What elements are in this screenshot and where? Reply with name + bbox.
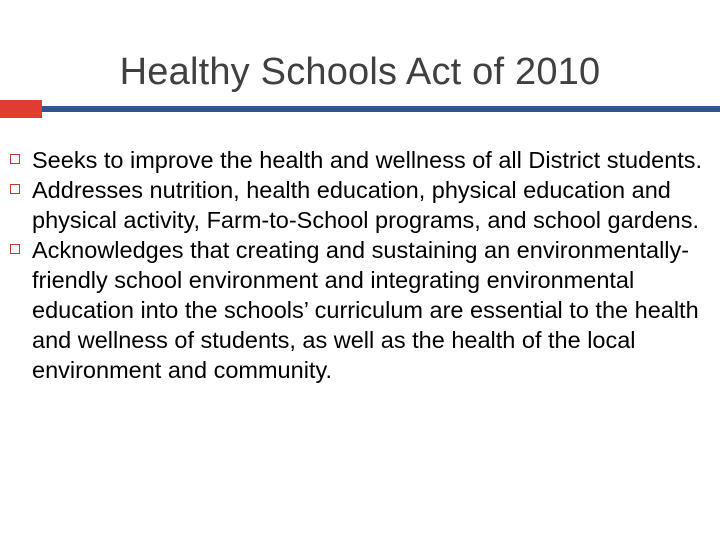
- bullet-text: Seeks to improve the health and wellness of all District students.: [32, 147, 703, 173]
- bullet-item: [0, 175, 720, 235]
- square-bullet-icon: [10, 244, 20, 254]
- slide-title: Healthy Schools Act of 2010: [119, 51, 601, 93]
- square-bullet-icon: [10, 154, 20, 164]
- bullet-item: [0, 145, 720, 175]
- bullet-text: Acknowledges that creating and sustaining an environmentally-friendly school environment and integrating environmental education into the schools’ curriculum are essential to the health and wellness of students, as well as the health of the local environment and community.: [32, 237, 699, 383]
- bullet-list: [0, 145, 720, 385]
- bullet-item: [0, 235, 720, 385]
- square-bullet-icon: [10, 184, 20, 194]
- bullet-text: Addresses nutrition, health education, physical education and physical activity, Farm-to-School programs, and school gardens.: [32, 177, 699, 233]
- title-rule-accent-red: [0, 100, 42, 118]
- title-rule-accent-blue: [42, 106, 720, 112]
